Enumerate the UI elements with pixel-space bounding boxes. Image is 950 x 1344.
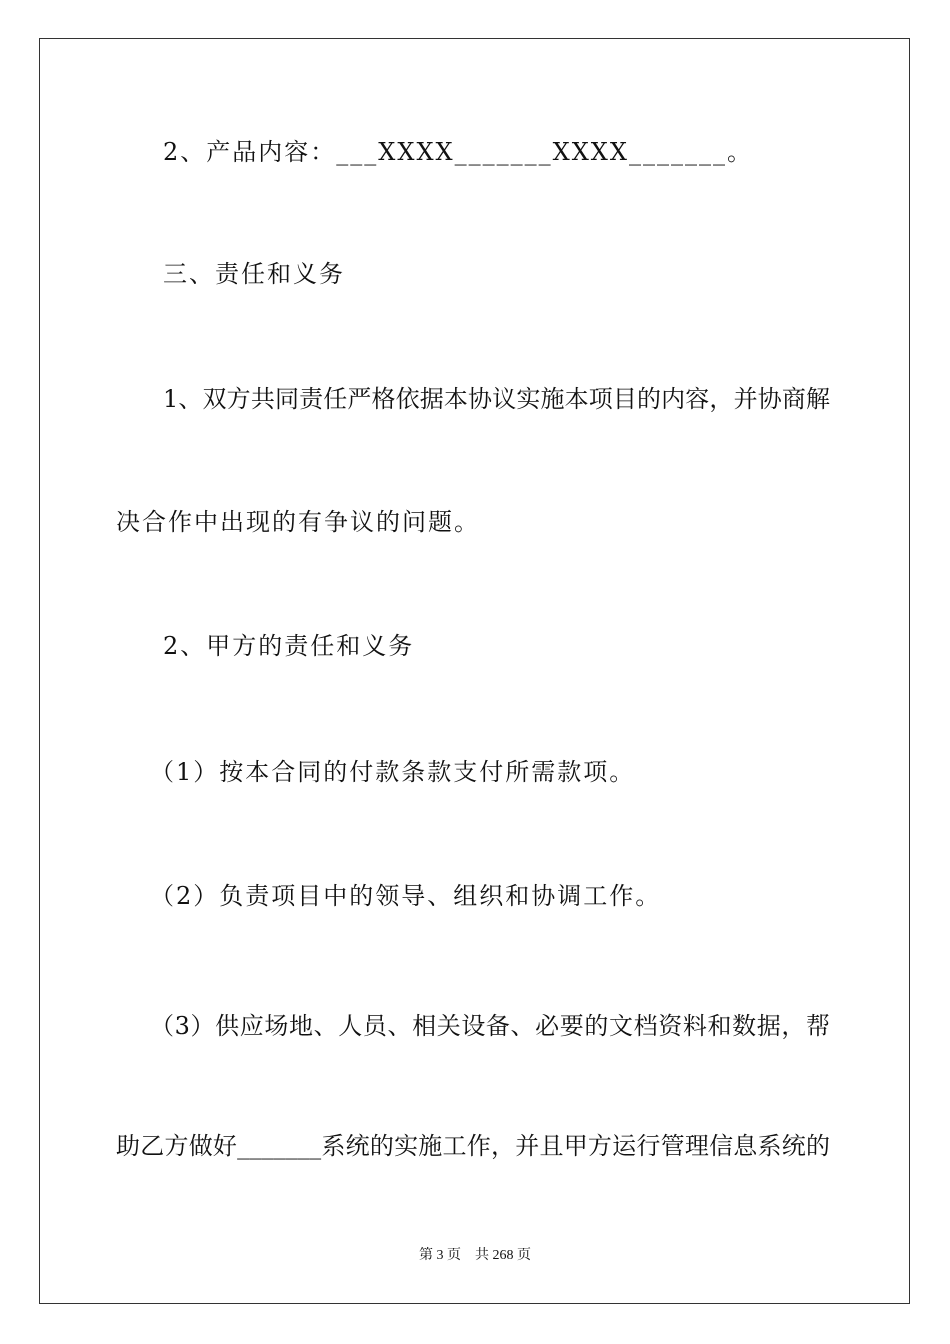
paragraph-joint-responsibility-line-2: 决合作中出现的有争议的问题。 <box>116 508 480 536</box>
section-heading-responsibilities: 三、责任和义务 <box>163 260 345 288</box>
item-3-line-2: 助乙方做好_______系统的实施工作，并且甲方运行管理信息系统的 <box>116 1132 830 1160</box>
item-1-payment: （1）按本合同的付款条款支付所需款项。 <box>150 758 636 786</box>
item-2-leadership: （2）负责项目中的领导、组织和协调工作。 <box>150 882 662 910</box>
page-footer: 第 3 页 共 268 页 <box>419 1248 531 1263</box>
subheading-party-a-responsibilities: 2、甲方的责任和义务 <box>163 632 415 660</box>
paragraph-joint-responsibility-line-1: 1、双方共同责任严格依据本协议实施本项目的内容，并协商解 <box>163 385 830 413</box>
page-border <box>39 38 910 1304</box>
product-content-line: 2、产品内容：___XXXX_______XXXX_______。 <box>163 138 753 166</box>
item-3-line-1: （3）供应场地、人员、相关设备、必要的文档资料和数据，帮 <box>150 1012 830 1040</box>
